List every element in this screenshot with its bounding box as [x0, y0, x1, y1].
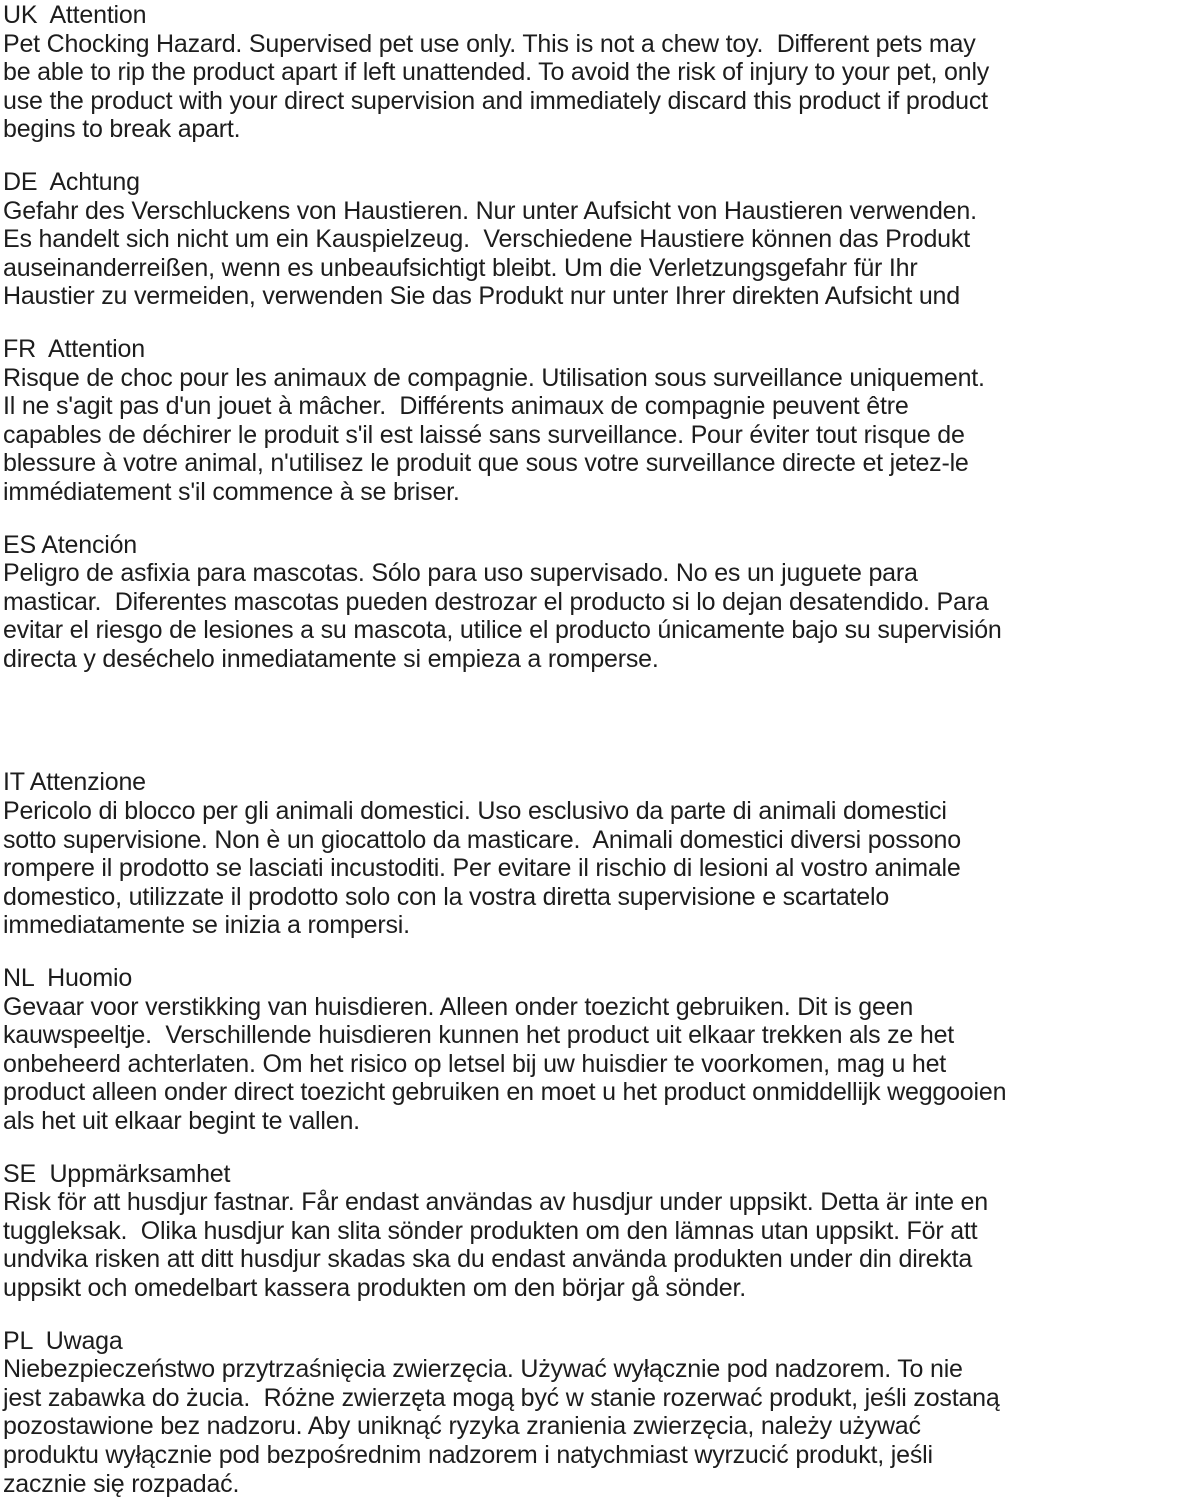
body-line: Peligro de asfixia para mascotas. Sólo para uso supervisado. No es un juguete para: [3, 559, 918, 588]
body-line: uppsikt och omedelbart kassera produkten om den börjar gå sönder.: [3, 1273, 747, 1302]
section-heading: SE Uppmärksamhet: [3, 1159, 231, 1188]
body-line: immédiatement s'il commence à se briser.: [3, 477, 460, 506]
body-line: kauwspeeltje. Verschillende huisdieren kunnen het product uit elkaar trekken als ze het: [3, 1021, 955, 1050]
body-line: Haustier zu vermeiden, verwenden Sie das Produkt nur unter Ihrer direkten Aufsicht und: [3, 282, 960, 311]
warning-section-pl: [3, 1327, 1197, 1499]
body-line: Niebezpieczeństwo przytrzaśnięcia zwierzęcia. Używać wyłącznie pod nadzorem. To nie: [3, 1355, 963, 1384]
body-line: Gevaar voor verstikking van huisdieren. Alleen onder toezicht gebruiken. Dit is geen: [3, 992, 914, 1021]
body-line: jest zabawka do żucia. Różne zwierzęta mogą być w stanie rozerwać produkt, jeśli zostaną: [3, 1383, 1000, 1412]
body-line: immediatamente se inizia a rompersi.: [3, 911, 410, 940]
body-line: pozostawione bez nadzoru. Aby uniknąć ryzyka zranienia zwierzęcia, należy używać: [3, 1412, 921, 1441]
body-line: Risque de choc pour les animaux de compagnie. Utilisation sous surveillance uniquement.: [3, 363, 985, 392]
section-heading: PL Uwaga: [3, 1326, 123, 1355]
warning-section-fr: [3, 335, 1197, 507]
body-line: begins to break apart.: [3, 115, 241, 144]
body-line: Risk för att husdjur fastnar. Får endast användas av husdjur under uppsikt. Detta är inte en: [3, 1188, 988, 1217]
section-heading: NL Huomio: [3, 964, 133, 993]
body-line: als het uit elkaar begint te vallen.: [3, 1107, 360, 1135]
body-line: directa y deséchelo inmediatamente si empieza a romperse.: [3, 644, 659, 673]
warning-section-es: [3, 531, 1197, 674]
body-line: Gefahr des Verschluckens von Haustieren. Nur unter Aufsicht von Haustieren verwenden.: [3, 196, 977, 225]
section-heading: IT Attenzione: [3, 768, 146, 797]
body-line: masticar. Diferentes mascotas pueden destrozar el producto si lo dejan desatendido. Para: [3, 587, 989, 616]
body-line: Il ne s'agit pas d'un jouet à mâcher. Différents animaux de compagnie peuvent être: [3, 392, 909, 421]
body-line: tuggleksak. Olika husdjur kan slita sönder produkten om den lämnas utan uppsikt. För att: [3, 1216, 978, 1245]
warning-sections: [3, 1, 1197, 1498]
body-line: Pericolo di blocco per gli animali domestici. Uso esclusivo da parte di animali domestici: [3, 797, 947, 826]
section-heading: FR Attention: [3, 334, 145, 363]
warning-section-it: [3, 768, 1197, 940]
body-line: zacznie się rozpadać.: [3, 1469, 240, 1498]
section-heading: ES Atención: [3, 530, 138, 559]
body-line: produktu wyłącznie pod bezpośrednim nadzorem i natychmiast wyrzucić produkt, jeśli: [3, 1440, 933, 1469]
body-line: sotto supervisione. Non è un giocattolo da masticare. Animali domestici diversi possono: [3, 825, 961, 854]
warning-section-nl: [3, 964, 1197, 1136]
body-line: capables de déchirer le produit s'il est laissé sans surveillance. Pour éviter tout risque de: [3, 420, 965, 449]
body-line: Pet Chocking Hazard. Supervised pet use only. This is not a chew toy. Different pets may: [3, 29, 976, 58]
body-line: use the product with your direct supervision and immediately discard this product if product: [3, 86, 988, 115]
body-line: rompere il prodotto se lasciati incustoditi. Per evitare il rischio di lesioni al vostro animale: [3, 854, 961, 883]
body-line: onbeheerd achterlaten. Om het risico op letsel bij uw huisdier te voorkomen, mag u het: [3, 1049, 947, 1078]
body-line: blessure à votre animal, n'utilisez le produit que sous votre surveillance directe et jetez-le: [3, 449, 969, 478]
section-heading: UK Attention: [3, 1, 147, 29]
body-line: evitar el riesgo de lesiones a su mascota, utilice el producto únicamente bajo su supervisión: [3, 616, 1002, 645]
body-line: product alleen onder direct toezicht gebruiken en moet u het product onmiddellijk weggooien: [3, 1078, 1007, 1107]
warning-section-se: [3, 1160, 1197, 1303]
warning-section-uk: [3, 1, 1197, 144]
body-line: Es handelt sich nicht um ein Kauspielzeug. Verschiedene Haustiere können das Produkt: [3, 225, 970, 254]
body-line: undvika risken att ditt husdjur skadas ska du endast använda produkten under din direkta: [3, 1245, 973, 1274]
section-heading: DE Achtung: [3, 167, 140, 196]
body-line: be able to rip the product apart if left unattended. To avoid the risk of injury to your pet, only: [3, 58, 990, 87]
body-line: domestico, utilizzate il prodotto solo con la vostra diretta supervisione e scartatelo: [3, 882, 890, 911]
warning-section-de: [3, 168, 1197, 311]
body-line: auseinanderreißen, wenn es unbeaufsichtigt bleibt. Um die Verletzungsgefahr für Ihr: [3, 253, 918, 282]
